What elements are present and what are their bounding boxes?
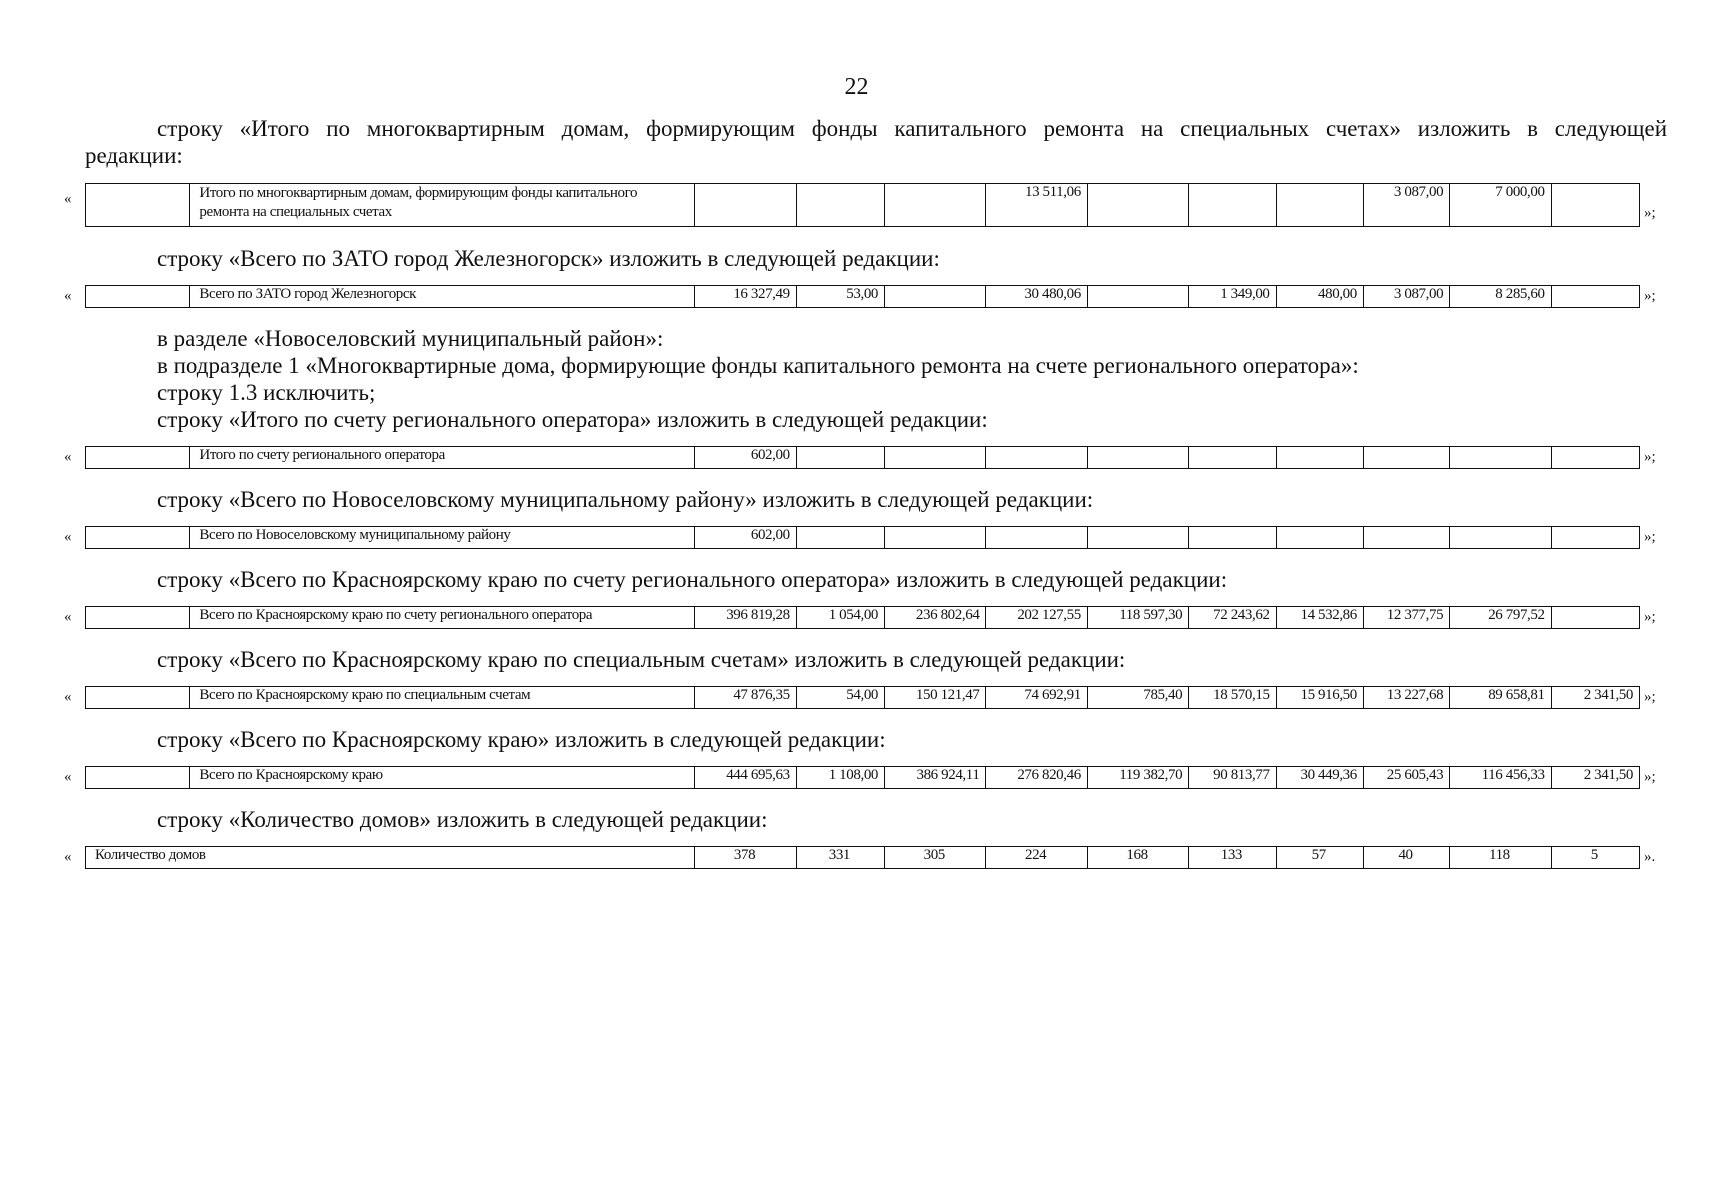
cell-value: 602,00 [695,527,796,549]
cell-value: 89 658,81 [1450,687,1551,709]
cell-value: 74 692,91 [986,687,1087,709]
cell-value: 13 511,06 [986,184,1087,227]
table-row [85,766,1640,789]
cell-value: 602,00 [695,447,796,469]
open-quote: « [64,529,72,545]
cell-value [1276,447,1363,469]
close-quote: »; [1644,609,1656,625]
cell-value: 16 327,49 [695,286,796,308]
paragraph-intro-cont: редакции: [85,143,183,168]
cell-value [885,527,986,549]
table-row [85,526,1640,549]
open-quote: « [64,609,72,625]
open-quote: « [64,689,72,705]
cell-value: 1 349,00 [1189,286,1276,308]
cell-value [1276,527,1363,549]
close-quote: »; [1644,449,1656,465]
table-row [85,686,1640,709]
table-row [85,183,1640,227]
cell-value: 26 797,52 [1450,607,1551,629]
cell-value: 40 [1363,847,1449,869]
cell-value [986,527,1087,549]
cell-value: 276 820,46 [986,767,1087,789]
table-row [85,606,1640,629]
cell-value: 7 000,00 [1450,184,1551,227]
cell-value [796,527,884,549]
cell-value: 5 [1551,847,1639,869]
close-quote: »; [1644,689,1656,705]
cell-value: 13 227,68 [1363,687,1449,709]
paragraph-zheleznogorsk: строку «Всего по ЗАТО город Железногорск» изложить в следующей редакции: [157,246,940,271]
paragraph-section: в разделе «Новоселовский муниципальный район»: [157,326,664,351]
cell-name: Всего по Красноярскому краю [190,767,695,789]
cell-value: 116 456,33 [1450,767,1551,789]
cell-value: 25 605,43 [1363,767,1449,789]
close-quote: ». [1644,849,1656,865]
cell-value: 53,00 [796,286,884,308]
cell-value: 15 916,50 [1276,687,1363,709]
cell-value: 224 [986,847,1087,869]
cell-value: 133 [1189,847,1276,869]
open-quote: « [64,849,72,865]
cell-value [1551,447,1639,469]
cell-value [1276,184,1363,227]
cell-value: 119 382,70 [1087,767,1188,789]
cell-value [1450,527,1551,549]
cell-value: 331 [796,847,884,869]
cell-value: 168 [1087,847,1188,869]
cell-name: Итого по многоквартирным домам, формирующим фонды капитального ремонта на специальных счетах [190,184,695,227]
cell-empty [86,527,190,549]
paragraph-kray-special: строку «Всего по Красноярскому краю по специальным счетам» изложить в следующей редакции: [157,647,1126,672]
cell-value [1189,447,1276,469]
paragraph-intro: строку «Итого по многоквартирным домам, формирующим фонды капитального ремонта на специальных счетах» изложить в следующей [157,116,1667,141]
cell-name: Всего по Красноярскому краю по специальным счетам [190,687,695,709]
cell-value: 2 341,50 [1551,767,1639,789]
cell-value: 1 054,00 [796,607,884,629]
cell-value: 396 819,28 [695,607,796,629]
cell-value [885,447,986,469]
cell-value [986,447,1087,469]
cell-value [1087,184,1188,227]
cell-value: 444 695,63 [695,767,796,789]
cell-value: 3 087,00 [1363,286,1449,308]
cell-empty [86,767,190,789]
cell-value: 236 802,64 [885,607,986,629]
cell-name: Всего по ЗАТО город Железногорск [190,286,695,308]
cell-empty [86,184,190,227]
cell-value [1087,447,1188,469]
cell-value: 202 127,55 [986,607,1087,629]
paragraph-novoselovo: строку «Всего по Новоселовскому муниципальному району» изложить в следующей редакции: [157,487,1094,512]
cell-name: Итого по счету регионального оператора [190,447,695,469]
close-quote: »; [1644,288,1656,304]
cell-value [885,286,986,308]
cell-empty [86,447,190,469]
cell-value: 72 243,62 [1189,607,1276,629]
cell-value: 2 341,50 [1551,687,1639,709]
cell-name: Всего по Красноярскому краю по счету регионального оператора [190,607,695,629]
open-quote: « [64,449,72,465]
cell-value: 47 876,35 [695,687,796,709]
cell-empty [86,286,190,308]
page-number: 22 [844,74,869,100]
cell-value [1551,286,1639,308]
cell-value: 57 [1276,847,1363,869]
cell-empty [86,607,190,629]
table-row [85,446,1640,469]
cell-value: 785,40 [1087,687,1188,709]
cell-value [1551,527,1639,549]
table-row [85,285,1640,308]
cell-value: 3 087,00 [1363,184,1449,227]
cell-value: 378 [695,847,796,869]
paragraph-kray-regional: строку «Всего по Красноярскому краю по счету регионального оператора» изложить в следующей редакции: [157,567,1228,592]
cell-value: 54,00 [796,687,884,709]
close-quote: »; [1644,769,1656,785]
cell-value [1363,447,1449,469]
cell-value [1363,527,1449,549]
paragraph-house-count: строку «Количество домов» изложить в следующей редакции: [157,807,768,832]
open-quote: « [64,191,72,207]
cell-value: 30 480,06 [986,286,1087,308]
close-quote: »; [1644,529,1656,545]
cell-value [1087,527,1188,549]
cell-value [1450,447,1551,469]
cell-value: 118 [1450,847,1551,869]
cell-value: 14 532,86 [1276,607,1363,629]
paragraph-kray-total: строку «Всего по Красноярскому краю» изложить в следующей редакции: [157,727,886,752]
cell-value: 118 597,30 [1087,607,1188,629]
open-quote: « [64,769,72,785]
cell-value: 150 121,47 [885,687,986,709]
cell-value: 386 924,11 [885,767,986,789]
cell-value: 12 377,75 [1363,607,1449,629]
cell-value: 90 813,77 [1189,767,1276,789]
cell-name: Количество домов [86,847,695,869]
cell-value [796,184,884,227]
cell-value [1087,286,1188,308]
paragraph-exclude: строку 1.3 исключить; [157,380,376,405]
cell-value [796,447,884,469]
table-row [85,846,1640,869]
cell-value [1551,184,1639,227]
cell-empty [86,687,190,709]
cell-value [1551,607,1639,629]
cell-value: 18 570,15 [1189,687,1276,709]
cell-value [1189,184,1276,227]
close-quote: »; [1644,205,1656,221]
cell-value: 480,00 [1276,286,1363,308]
cell-name: Всего по Новоселовскому муниципальному району [190,527,695,549]
open-quote: « [64,288,72,304]
paragraph-subsection: в подразделе 1 «Многоквартирные дома, формирующие фонды капитального ремонта на счете регионального оператора»: [157,353,1359,378]
paragraph-regional-total: строку «Итого по счету регионального оператора» изложить в следующей редакции: [157,407,988,432]
cell-value [885,184,986,227]
cell-value: 305 [885,847,986,869]
cell-value [695,184,796,227]
cell-value: 8 285,60 [1450,286,1551,308]
cell-value: 1 108,00 [796,767,884,789]
cell-value [1189,527,1276,549]
cell-value: 30 449,36 [1276,767,1363,789]
